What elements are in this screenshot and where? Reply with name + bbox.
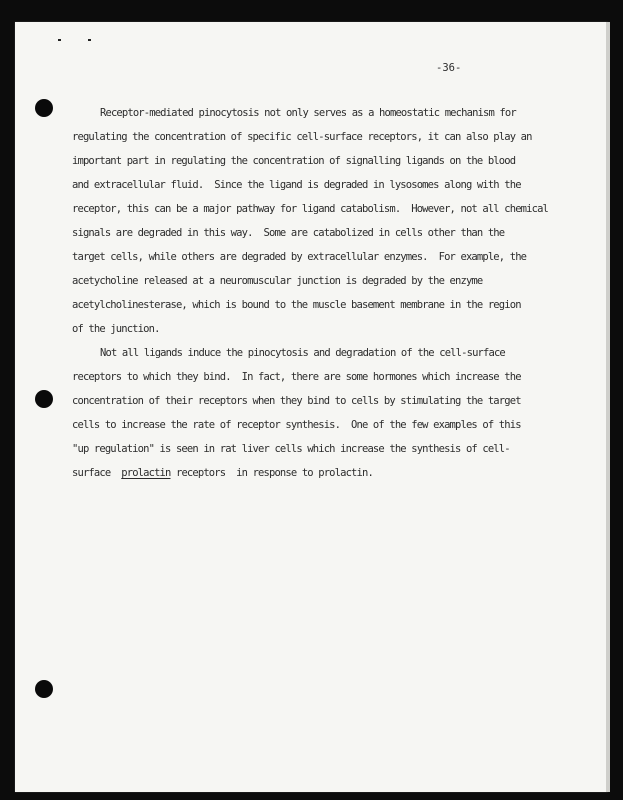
text-line: signals are degraded in this way. Some are catabolized in cells other than the [72, 227, 505, 239]
ink-speck [58, 39, 61, 41]
text-line: acetycholine released at a neuromuscular junction is degraded by the enzyme [72, 275, 483, 287]
ink-speck [88, 39, 91, 41]
text-line: of the junction. [72, 323, 160, 335]
text-line: receptor, this can be a major pathway for ligand catabolism. However, not all chemical [72, 203, 549, 215]
punch-hole-bottom [35, 680, 53, 698]
text-line: receptors to which they bind. In fact, there are some hormones which increase the [72, 371, 521, 383]
text-line: important part in regulating the concentration of signalling ligands on the blood [72, 155, 516, 167]
page-number: -36- [436, 62, 462, 74]
page-edge [606, 22, 610, 792]
text-fragment: receptors in response to prolactin. [170, 467, 373, 479]
punch-hole-top [35, 99, 53, 117]
punch-hole-middle [35, 390, 53, 408]
text-line: "up regulation" is seen in rat liver cells which increase the synthesis of cell- [72, 443, 510, 455]
text-line: regulating the concentration of specific cell-surface receptors, it can also play an [72, 131, 532, 143]
underlined-word: prolactin [121, 467, 171, 479]
text-line: Receptor-mediated pinocytosis not only serves as a homeostatic mechanism for [100, 107, 516, 119]
text-line: target cells, while others are degraded by extracellular enzymes. For example, the [72, 251, 527, 263]
text-line: concentration of their receptors when they bind to cells by stimulating the target [72, 395, 521, 407]
text-line: cells to increase the rate of receptor synthesis. One of the few examples of this [72, 419, 521, 431]
text-fragment: surface [72, 467, 122, 479]
text-line-last [72, 467, 373, 479]
text-line: acetylcholinesterase, which is bound to the muscle basement membrane in the region [72, 299, 521, 311]
text-line: and extracellular fluid. Since the ligand is degraded in lysosomes along with the [72, 179, 521, 191]
text-line: Not all ligands induce the pinocytosis and degradation of the cell-surface [100, 347, 505, 359]
